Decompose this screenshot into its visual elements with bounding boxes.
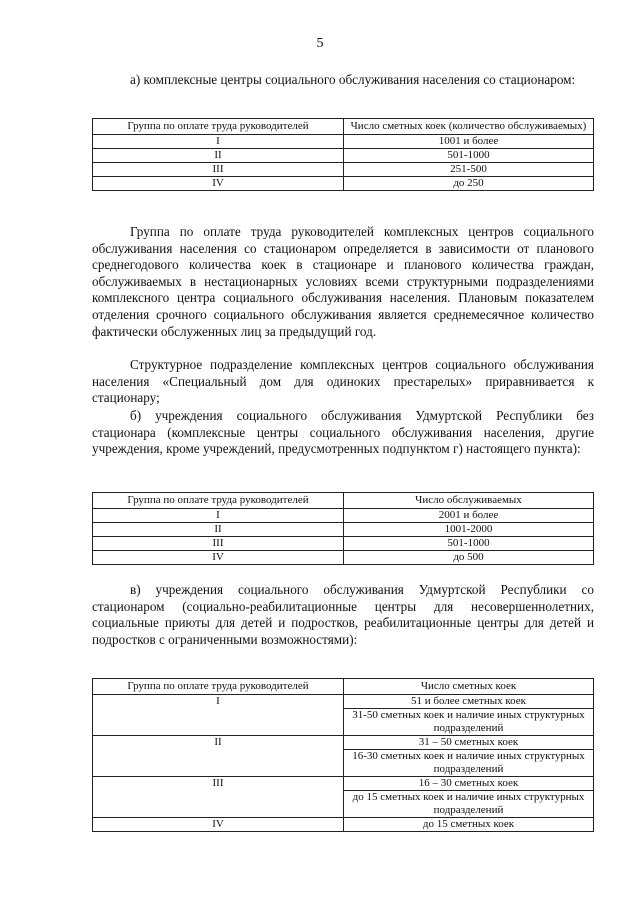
table-cell-group: IV bbox=[93, 818, 344, 832]
table-cell: 501-1000 bbox=[344, 537, 594, 551]
table-cell-group: I bbox=[93, 695, 344, 736]
table-b bbox=[92, 492, 594, 565]
paragraph-section-b: б) учреждения социального обслуживания Удмуртской Республики без стационара (комплексные центры социального обслуживания населения, другие учреждения, кроме учреждений, предусмотренных подпунктом г) настоящего пункта): bbox=[92, 408, 594, 457]
table-header-cell: Группа по оплате труда руководителей bbox=[93, 679, 344, 695]
table-header-row bbox=[93, 679, 594, 695]
table-cell: IV bbox=[93, 177, 344, 191]
table-cell: до 15 сметных коек и наличие иных структурных подразделений bbox=[344, 791, 594, 818]
table-row bbox=[93, 736, 594, 750]
table-header-row bbox=[93, 119, 594, 135]
table-row bbox=[93, 695, 594, 709]
table-row bbox=[93, 537, 594, 551]
paragraph-group-definition: Группа по оплате труда руководителей комплексных центров социального обслуживания населения со стационаром определяется в зависимости от планового среднегодового количества коек в стационаре и планового количества граждан, обслуживаемых в нестационарных условиях всеми структурными подразделениями комплексного центра социального обслуживания населения. Плановым показателем отделения срочного социального обслуживания является среднемесячное количество фактически обслуженных лиц за предыдущий год. bbox=[92, 224, 594, 339]
section-v-intro: в) учреждения социального обслуживания Удмуртской Республики со стационаром (социально-реабилитационные центры для несовершеннолетних, социальные приюты для детей и подростков, реабилитационные центры для детей и подростков с ограниченными возможностями): bbox=[92, 582, 594, 647]
table-header-cell: Число сметных коек (количество обслуживаемых) bbox=[344, 119, 594, 135]
table-cell: 51 и более сметных коек bbox=[344, 695, 594, 709]
table-cell: до 500 bbox=[344, 551, 594, 565]
table-header-cell: Группа по оплате труда руководителей bbox=[93, 493, 344, 509]
table-row bbox=[93, 163, 594, 177]
table-cell: II bbox=[93, 149, 344, 163]
table-header-cell: Группа по оплате труда руководителей bbox=[93, 119, 344, 135]
table-cell: I bbox=[93, 509, 344, 523]
table-row bbox=[93, 135, 594, 149]
table-cell: I bbox=[93, 135, 344, 149]
paragraph-structural-unit: Структурное подразделение комплексных центров социального обслуживания населения «Специальный дом для одиноких престарелых» приравнивается к стационару; bbox=[92, 357, 594, 406]
table-cell: III bbox=[93, 537, 344, 551]
table-header-cell: Число обслуживаемых bbox=[344, 493, 594, 509]
table-cell-group: III bbox=[93, 777, 344, 818]
table-cell: III bbox=[93, 163, 344, 177]
table-row bbox=[93, 523, 594, 537]
section-a-intro: а) комплексные центры социального обслуживания населения со стационаром: bbox=[130, 72, 576, 87]
table-cell: до 15 сметных коек bbox=[344, 818, 594, 832]
table-cell: IV bbox=[93, 551, 344, 565]
table-header-row bbox=[93, 493, 594, 509]
table-header-cell: Число сметных коек bbox=[344, 679, 594, 695]
table-cell: 31 – 50 сметных коек bbox=[344, 736, 594, 750]
table-cell: 31-50 сметных коек и наличие иных структурных подразделений bbox=[344, 709, 594, 736]
table-cell: 2001 и более bbox=[344, 509, 594, 523]
table-v bbox=[92, 678, 594, 832]
table-cell: 251-500 bbox=[344, 163, 594, 177]
table-cell: 1001 и более bbox=[344, 135, 594, 149]
table-cell: 501-1000 bbox=[344, 149, 594, 163]
table-cell-group: II bbox=[93, 736, 344, 777]
table-row bbox=[93, 818, 594, 832]
table-cell: до 250 bbox=[344, 177, 594, 191]
table-row bbox=[93, 551, 594, 565]
table-cell: 16-30 сметных коек и наличие иных структурных подразделений bbox=[344, 750, 594, 777]
page-number: 5 bbox=[316, 36, 324, 51]
table-a bbox=[92, 118, 594, 191]
table-row bbox=[93, 149, 594, 163]
table-cell: II bbox=[93, 523, 344, 537]
table-row bbox=[93, 509, 594, 523]
table-row bbox=[93, 777, 594, 791]
table-cell: 16 – 30 сметных коек bbox=[344, 777, 594, 791]
table-row bbox=[93, 177, 594, 191]
table-cell: 1001-2000 bbox=[344, 523, 594, 537]
